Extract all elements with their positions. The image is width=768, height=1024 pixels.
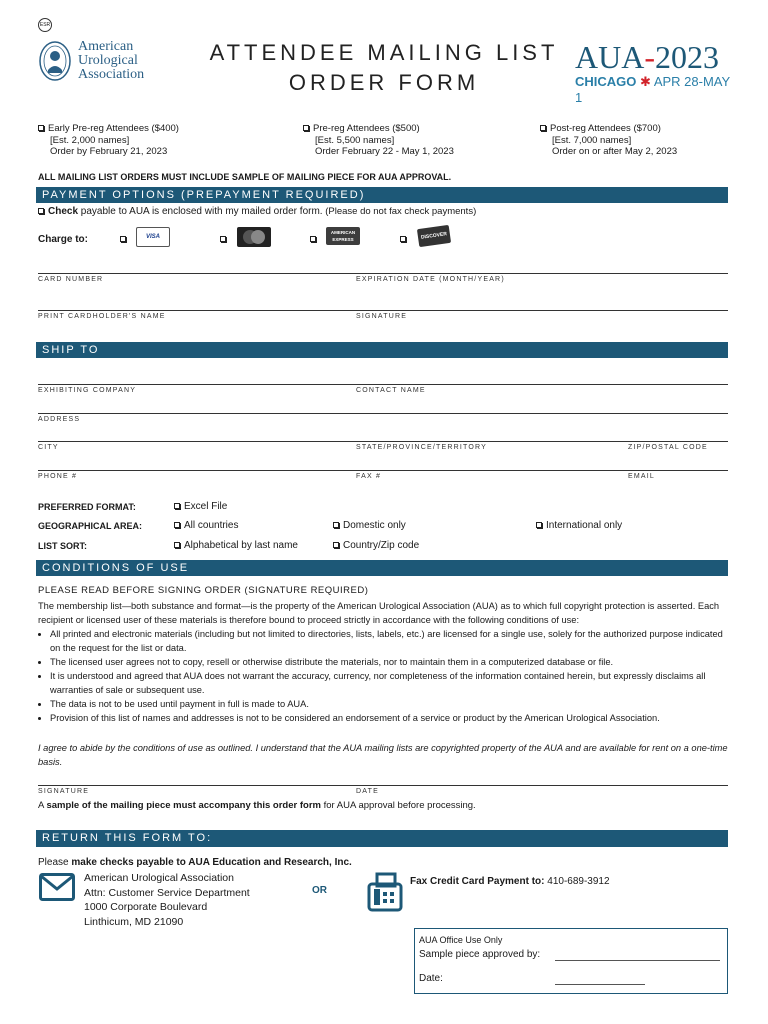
fax-label: FAX # (356, 473, 382, 480)
visa-card-icon: VISA (136, 227, 170, 247)
conditions-signature-line[interactable] (38, 785, 728, 786)
sample-notice: ALL MAILING LIST ORDERS MUST INCLUDE SAMPLE OF MAILING PIECE FOR AUA APPROVAL. (38, 172, 452, 182)
company-label: EXHIBITING COMPANY (38, 387, 137, 394)
geo-all-option[interactable]: All countries (174, 520, 238, 531)
visa-checkbox[interactable] (120, 236, 126, 242)
discover-card-icon: DISCOVER (417, 225, 451, 247)
tier-prereg-checkbox[interactable] (303, 125, 309, 131)
event-star: ✱ (640, 74, 651, 89)
geo-international-checkbox[interactable] (536, 522, 542, 528)
geo-domestic-option[interactable]: Domestic only (333, 520, 406, 531)
conditions-body (38, 599, 728, 725)
contact-label: CONTACT NAME (356, 387, 426, 394)
approved-by-label: Sample piece approved by: (419, 949, 541, 960)
office-date-line[interactable] (555, 984, 645, 985)
event-logo: AUA-2023 CHICAGO ✱ APR 28-MAY 1 (575, 39, 730, 105)
condition-item: • It is understood and agreed that AUA does not warrant the accuracy, currency, nor completeness of the information contained herein, but expressly disclaims all warranties of sale or subsequent use. (50, 669, 728, 697)
charge-to-label: Charge to: (38, 234, 88, 245)
office-date-label: Date: (419, 973, 443, 984)
conditions-bar: CONDITIONS OF USE (36, 560, 728, 576)
aua-seal-logo (38, 40, 72, 85)
fax-machine-icon (367, 872, 403, 915)
office-use-box (414, 928, 728, 994)
phone-line[interactable] (38, 470, 728, 471)
event-dates: APR 28-MAY 1 (575, 74, 730, 105)
address-line[interactable] (38, 413, 728, 414)
agree-statement: I agree to abide by the conditions of use as outlined. I understand that the AUA mailing lists are copyrighted property of the AUA and are available for rent on a one-time basis. (38, 743, 728, 767)
ship-to-bar: SHIP TO (36, 342, 728, 358)
conditions-intro: The membership list—both substance and format—is the property of the American Urological Association (AUA) as to which full copyright protection is asserted. Each recipient or licensed user of these materials is therefore bound to proceed strictly in accordance with the following conditions of use: (38, 601, 720, 625)
tier-postreg-checkbox[interactable] (540, 125, 546, 131)
cardholder-label: PRINT CARDHOLDER'S NAME (38, 313, 166, 320)
geo-label: GEOGRAPHICAL AREA: (38, 521, 143, 531)
cardholder-line[interactable] (38, 310, 728, 311)
company-line[interactable] (38, 384, 728, 385)
check-option[interactable]: Check payable to AUA is enclosed with my mailed order form. (Please do not fax check payments) (38, 206, 476, 217)
checks-payable: Please make checks payable to AUA Education and Research, Inc. (38, 857, 352, 868)
card-number-label: CARD NUMBER (38, 276, 104, 283)
event-name: AUA (575, 39, 645, 75)
sample-requirement: A sample of the mailing piece must accompany this order form for AUA approval before processing. (38, 800, 476, 811)
office-use-title: AUA Office Use Only (419, 935, 503, 945)
payment-signature-label: SIGNATURE (356, 313, 408, 320)
card-number-line[interactable] (38, 273, 728, 274)
city-label: CITY (38, 444, 59, 451)
esr-mark: ESR (38, 18, 52, 32)
phone-label: PHONE # (38, 473, 78, 480)
excel-option[interactable]: Excel File (174, 501, 227, 512)
tier-postreg[interactable]: Post-reg Attendees ($700) [Est. 7,000 names] Order on or after May 2, 2023 (540, 123, 677, 158)
return-form-bar: RETURN THIS FORM TO: (36, 830, 728, 847)
geo-all-checkbox[interactable] (174, 522, 180, 528)
amex-checkbox[interactable] (310, 236, 316, 242)
amex-card-icon: AMERICAN EXPRESS (326, 227, 360, 245)
org-name: American Urological Association (78, 39, 145, 82)
geo-domestic-checkbox[interactable] (333, 522, 339, 528)
condition-item: • Provision of this list of names and addresses is not to be considered an endorsement of a service or product by the American Urological Association. (50, 711, 728, 725)
check-checkbox[interactable] (38, 208, 44, 214)
event-year: 2023 (654, 39, 719, 75)
sort-alpha-checkbox[interactable] (174, 542, 180, 548)
sort-country-checkbox[interactable] (333, 542, 339, 548)
mastercard-checkbox[interactable] (220, 236, 226, 242)
sort-alpha-option[interactable]: Alphabetical by last name (174, 540, 298, 551)
fax-payment-info: Fax Credit Card Payment to: 410-689-3912 (410, 876, 610, 887)
condition-item: • The data is not to be used until payment in full is made to AUA. (50, 697, 728, 711)
expiration-label: EXPIRATION DATE (MONTH/YEAR) (356, 276, 505, 283)
payment-options-bar: PAYMENT OPTIONS (PREPAYMENT REQUIRED) (36, 187, 728, 203)
format-label: PREFERRED FORMAT: (38, 502, 136, 512)
event-city: CHICAGO (575, 74, 637, 89)
geo-international-option[interactable]: International only (536, 520, 622, 531)
condition-item: • All printed and electronic materials (including but not limited to directories, lists, labels, etc.) are licensed for a single use, solely for the authorized purpose indicated on the request for the list or data. (50, 627, 728, 655)
tier-early-checkbox[interactable] (38, 125, 44, 131)
or-label: OR (312, 885, 327, 896)
sort-label: LIST SORT: (38, 541, 87, 551)
conditions-signature-label: SIGNATURE (38, 788, 90, 795)
mastercard-icon (237, 227, 271, 250)
return-address: American Urological Association Attn: Customer Service Department 1000 Corporate Boulevard Linthicum, MD 21090 (84, 872, 250, 928)
email-label: EMAIL (628, 473, 656, 480)
condition-item: • The licensed user agrees not to copy, resell or otherwise distribute the materials, nor to maintain them in a computerized database or file. (50, 655, 728, 669)
approved-by-line[interactable] (555, 960, 720, 961)
tier-prereg[interactable]: Pre-reg Attendees ($500) [Est. 5,500 names] Order February 22 - May 1, 2023 (303, 123, 454, 158)
mail-icon (39, 873, 75, 904)
excel-checkbox[interactable] (174, 503, 180, 509)
discover-checkbox[interactable] (400, 236, 406, 242)
tier-early[interactable]: Early Pre-reg Attendees ($400) [Est. 2,000 names] Order by February 21, 2023 (38, 123, 179, 158)
form-title: ATTENDEE MAILING LIST ORDER FORM (209, 40, 559, 95)
zip-label: ZIP/POSTAL CODE (628, 444, 708, 451)
sort-country-option[interactable]: Country/Zip code (333, 540, 419, 551)
city-line[interactable] (38, 441, 728, 442)
address-label: ADDRESS (38, 416, 81, 423)
conditions-list (38, 627, 728, 725)
conditions-heading: PLEASE READ BEFORE SIGNING ORDER (SIGNATURE REQUIRED) (38, 585, 369, 596)
conditions-date-label: DATE (356, 788, 379, 795)
state-label: STATE/PROVINCE/TERRITORY (356, 444, 487, 451)
